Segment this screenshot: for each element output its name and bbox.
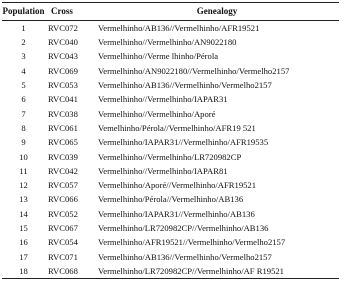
cell-cross: RVC065 [48,137,78,148]
table-row [2,207,339,221]
cell-genealogy: Vermelhinho/AFR19521//Vermelhinho/Vermelho2157 [98,237,286,248]
cell-genealogy: Vermelhinho/AB136//Vermelhinho/Vermelho2157 [98,80,272,91]
cell-population: 4 [21,65,26,76]
cell-population: 14 [19,208,28,219]
cell-population: 6 [21,94,26,105]
cell-cross: RVC043 [48,51,78,62]
table-row [2,50,339,64]
table-row [2,121,339,135]
table-row [2,193,339,207]
cell-cross: RVC066 [48,194,78,205]
table-row [2,64,339,78]
cell-genealogy: Vermelhinho/Aporé//Vermelhinho/AFR19521 [98,180,257,191]
cell-population: 15 [19,223,28,233]
cell-cross: RVC053 [48,80,78,91]
cell-genealogy: Vermelhinho/IAPAR31//Vermelhinho/AFR19535 [98,137,269,148]
cell-population: 10 [19,151,28,162]
cell-cross: RVC069 [48,65,78,76]
cell-population: 7 [21,108,26,119]
table-row [2,135,339,149]
cell-population: 5 [21,80,26,91]
cell-cross: RVC061 [48,122,78,133]
cell-genealogy: Vermelhinho//Verme lhinho/Pérola [98,51,219,62]
table-header-row [2,3,339,21]
cell-population: 8 [21,122,26,133]
cell-cross: RVC040 [48,37,78,48]
cell-population: 9 [21,137,26,148]
cell-genealogy: Vermelhinho/LR720982CP//Vermelhinho/AB136 [98,223,269,233]
header-population: Population [2,3,45,21]
cell-cross: RVC039 [48,151,78,162]
cell-cross: RVC042 [48,165,78,176]
cell-population: 11 [19,165,28,176]
cell-population: 1 [21,22,26,33]
header-genealogy: Genealogy [95,3,339,21]
cell-genealogy: Vermelhinho//Vermelhinho/AN9022180 [98,37,237,48]
cell-cross: RVC052 [48,208,78,219]
cell-cross: RVC054 [48,237,78,248]
cell-genealogy: Vermelhinho/IAPAR31//Vermelhinho/AB136 [98,208,255,219]
cell-population: 17 [19,251,28,262]
cell-cross: RVC072 [48,22,78,33]
cell-genealogy: Vermelhinho/LR720982CP//Vermelhinho/AF R19521 [95,264,339,279]
table-row [2,35,339,49]
table-row [2,250,339,264]
cell-genealogy: Vermelhinho//Vermelhinho/Aporé [98,108,216,119]
cell-genealogy: Vermelhinho//Vermelhinho/LR720982CP [98,151,242,162]
table-row [2,264,339,279]
cell-cross: RVC057 [48,180,78,191]
cell-cross: RVC067 [48,223,78,233]
cell-genealogy: Vermelhinho//Vermelhinho/IAPAR81 [98,165,228,176]
cell-population: 18 [2,264,45,279]
cell-cross: RVC041 [48,94,78,105]
cell-population: 13 [19,194,28,205]
cell-cross: RVC071 [48,251,78,262]
genealogy-table [2,2,339,279]
cell-genealogy: Vermelhinho/AB136//Vermelhinho/AFR19521 [98,22,260,33]
table-body [2,21,339,279]
cell-population: 16 [19,237,28,248]
table-row [2,235,339,249]
table-row [2,92,339,106]
table-row [2,150,339,164]
cell-genealogy: Vermelhinho//Vermelhinho/IAPAR31 [98,94,228,105]
cell-genealogy: Vermelhinho/AB136//Vermelhinho/Vermelho2157 [98,251,272,262]
table-row [2,107,339,121]
cell-cross: RVC038 [48,108,78,119]
table-row [2,164,339,178]
cell-genealogy: Vermelhinho/AN9022180//Vermelhinho/Vermelho2157 [98,65,290,76]
cell-population: 2 [21,37,26,48]
cell-population: 12 [19,180,28,191]
header-cross: Cross [45,3,95,21]
cell-population: 3 [21,51,26,62]
cell-cross: RVC068 [45,264,95,279]
cell-genealogy: Vermelhinho/Pérola//Vermelhinho/AB136 [98,194,244,205]
table-row [2,78,339,92]
table-row [2,21,339,36]
table-row [2,178,339,192]
cell-genealogy: Vemelhinho/Pérola//Vermelhinho/AFR19 521 [98,122,256,133]
genealogy-table-container [2,2,339,279]
table-row [2,221,339,235]
